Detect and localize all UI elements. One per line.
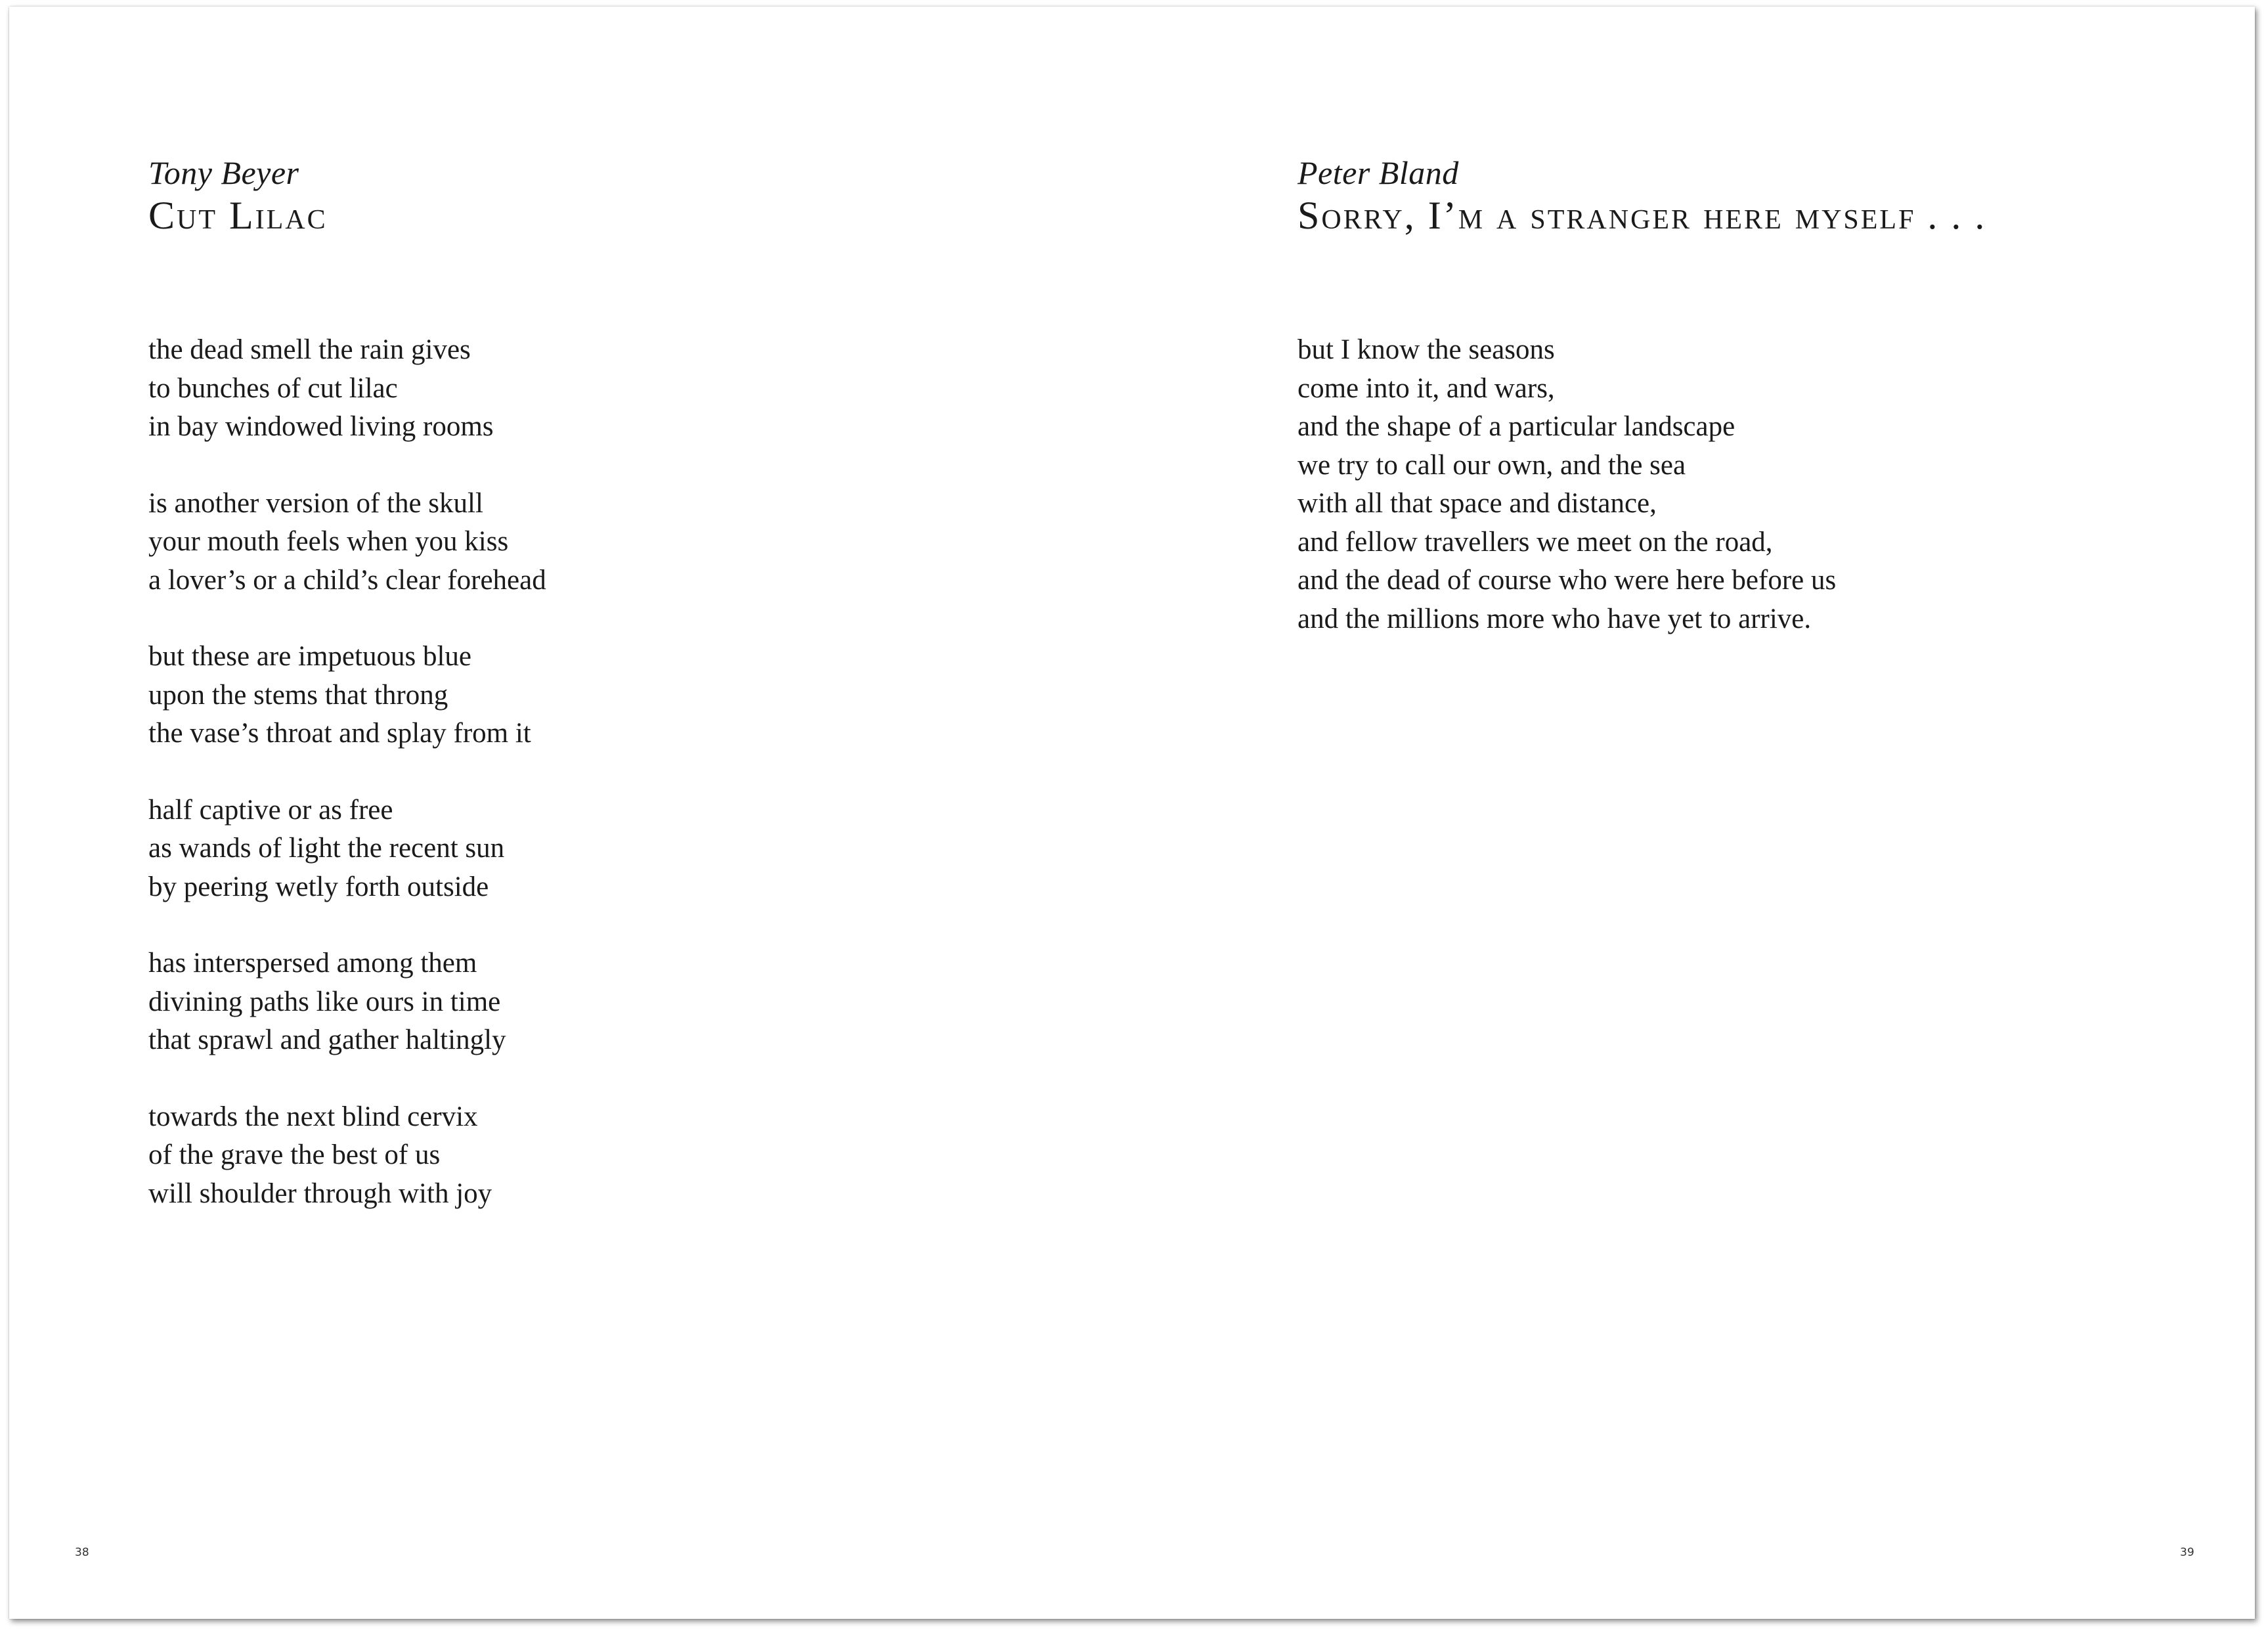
poem-line: come into it, and wars, [1298, 372, 1555, 404]
poem-line: a lover’s or a child’s clear forehead [148, 564, 546, 596]
poem-line: upon the stems that throng [148, 679, 448, 711]
poem-line: will shoulder through with joy [148, 1178, 492, 1209]
poem-cut-lilac [148, 152, 546, 1251]
stanza [148, 944, 546, 1060]
poem-line: that sprawl and gather haltingly [148, 1025, 506, 1055]
poem-line: and the dead of course who were here before us [1298, 565, 1837, 596]
book-spread [9, 7, 2255, 1619]
poem-line: and the millions more who have yet to arrive. [1298, 603, 1812, 634]
poem-line: divining paths like ours in time [148, 986, 501, 1017]
poem-line: half captive or as free [148, 794, 393, 826]
stanza [1298, 331, 1986, 638]
poem-sorry-stranger [1298, 152, 1986, 676]
poem-line: your mouth feels when you kiss [148, 526, 509, 557]
poem-line: and fellow travellers we meet on the road, [1298, 526, 1773, 558]
stanza [148, 485, 546, 600]
poem-line: but these are impetuous blue [148, 641, 471, 672]
poem-author: Tony Beyer [148, 154, 299, 191]
poem-line: as wands of light the recent sun [148, 833, 505, 864]
poem-line: in bay windowed living rooms [148, 411, 494, 442]
poem-line: with all that space and distance, [1298, 488, 1657, 519]
poem-line: the vase’s throat and splay from it [148, 718, 531, 749]
stanza [148, 1098, 546, 1214]
poem-body [148, 331, 546, 1213]
poem-line: but I know the seasons [1298, 334, 1555, 365]
stanza [148, 638, 546, 753]
poem-body [1298, 331, 1986, 638]
poem-line: is another version of the skull [148, 487, 483, 519]
poem-line: we try to call our own, and the sea [1298, 449, 1686, 481]
poem-line: to bunches of cut lilac [148, 372, 398, 404]
poem-line: has interspersed among them [148, 948, 477, 979]
poem-line: the dead smell the rain gives [148, 334, 471, 365]
page-number-left: 38 [75, 1546, 89, 1559]
poem-line: by peering wetly forth outside [148, 871, 489, 902]
poem-line: towards the next blind cervix [148, 1101, 478, 1132]
stanza [148, 331, 546, 447]
poem-line: and the shape of a particular landscape [1298, 411, 1735, 442]
page-number-right: 39 [2180, 1546, 2194, 1559]
stanza [148, 791, 546, 907]
poem-line: of the grave the best of us [148, 1139, 441, 1170]
poem-author: Peter Bland [1298, 154, 1459, 191]
poem-title: Sorry, I’m a stranger here myself . . . [1298, 194, 1987, 237]
poem-title: Cut Lilac [148, 194, 328, 237]
